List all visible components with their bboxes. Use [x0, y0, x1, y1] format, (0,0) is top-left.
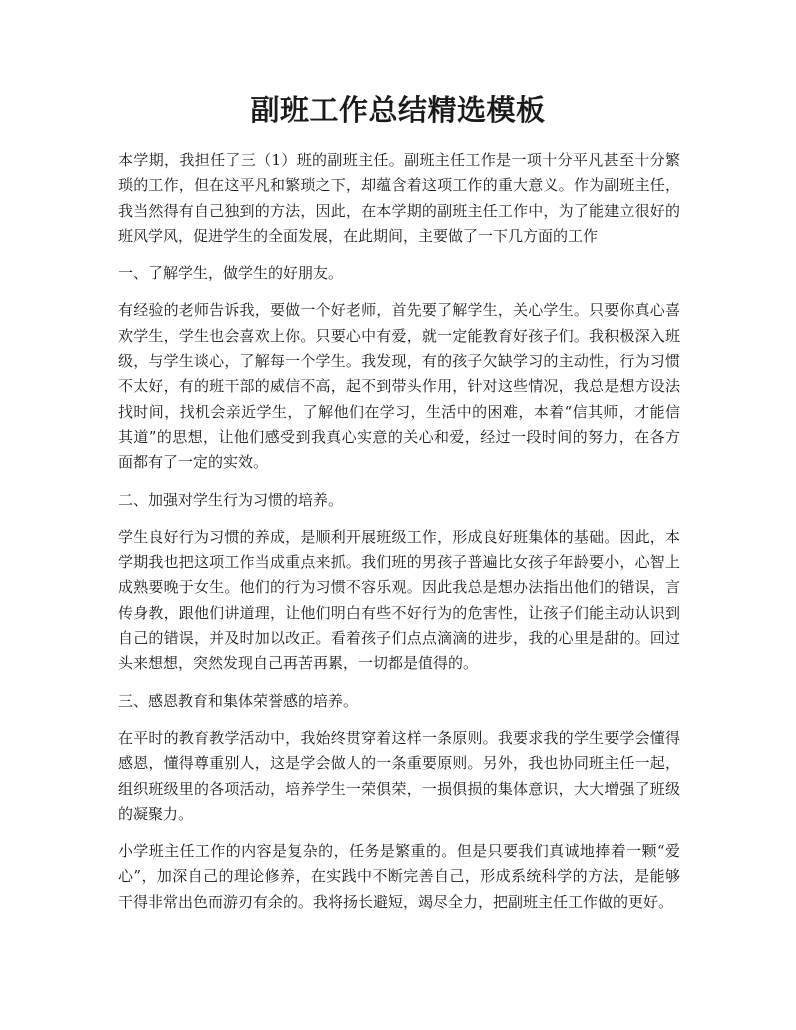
section-3-heading: 三、感恩教育和集体荣誉感的培养。: [118, 691, 359, 710]
section-3-paragraph: 在平时的教育教学活动中，我始终贯穿着这样一条原则。我要求我的学生要学会懂得感恩，懂得尊重别人，这是学会做人的一条重要原则。另外，我也协同班主任一起，组织班级里的各项活动，培养学生一荣俱荣，一损俱损的集体意识，大大增强了班级的凝聚力。: [118, 728, 680, 823]
conclusion-paragraph: 小学班主任工作的内容是复杂的，任务是繁重的。但是只要我们真诚地捧着一颗“爱心”，加深自己的理论修养，在实践中不断完善自己，形成系统科学的方法，是能够干得非常出色而游刃有余的。我将扬长避短，竭尽全力，把副班主任工作做的更好。: [118, 842, 680, 911]
intro-paragraph: 本学期，我担任了三（1）班的副班主任。副班主任工作是一项十分平凡甚至十分繁琐的工作，但在这平凡和繁琐之下，却蕴含着这项工作的重大意义。作为副班主任，我当然得有自己独到的方法，因此，在本学期的副班主任工作中，为了能建立很好的班风学风，促进学生的全面发展，在此期间，主要做了一下几方面的工作: [118, 151, 680, 245]
section-1-paragraph: 有经验的老师告诉我，要做一个好老师，首先要了解学生，关心学生。只要你真心喜欢学生，学生也会喜欢上你。只要心中有爱，就一定能教育好孩子们。我积极深入班级，与学生谈心，了解每一个学生。我发现，有的孩子欠缺学习的主动性，行为习惯不太好，有的班干部的威信不高，起不到带头作用，针对这些情况，我总是想方设法找时间，找机会亲近学生，了解他们在学习，生活中的困难，本着“信其师，才能信其道”的思想，让他们感受到我真心实意的关心和爱，经过一段时间的努力，在各方面都有了一定的实效。: [118, 301, 680, 472]
section-2-paragraph: 学生良好行为习惯的养成，是顺利开展班级工作，形成良好班集体的基础。因此，本学期我也把这项工作当成重点来抓。我们班的男孩子普遍比女孩子年龄要小，心智上成熟要晚于女生。他们的行为习惯不容乐观。因此我总是想办法指出他们的错误，言传身教，跟他们讲道理，让他们明白有些不好行为的危害性，让孩子们能主动认识到自己的错误，并及时加以改正。看着孩子们点点滴滴的进步，我的心里是甜的。回过头来想想，突然发现自己再苦再累，一切都是值得的。: [118, 527, 680, 673]
section-1-heading: 一、了解学生，做学生的好朋友。: [118, 264, 344, 283]
section-2-heading: 二、加强对学生行为习惯的培养。: [118, 490, 344, 509]
document-body: [118, 148, 680, 927]
document-title: 副班工作总结精选模板: [250, 93, 546, 127]
